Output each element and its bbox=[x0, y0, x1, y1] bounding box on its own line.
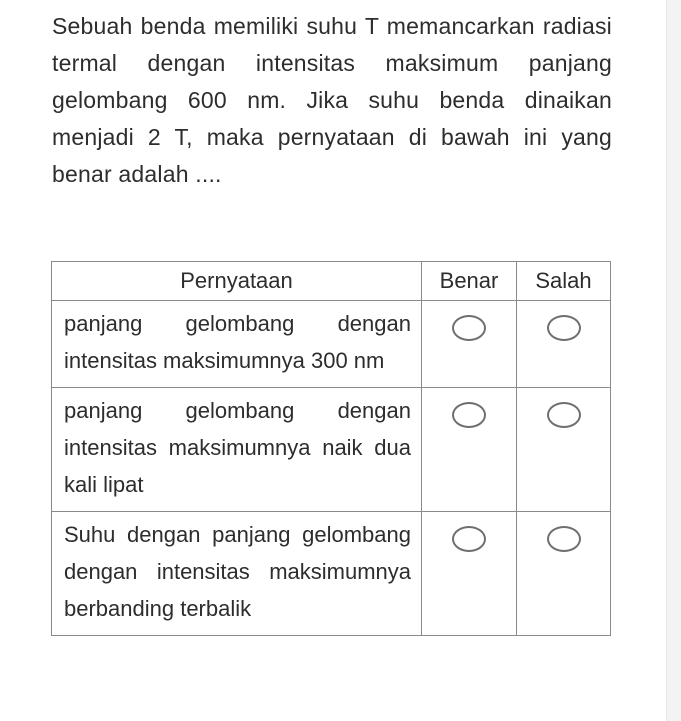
statement-2: panjang gelombang dengan intensitas maksimumnya naik dua kali lipat bbox=[52, 388, 422, 512]
radio-benar-2[interactable] bbox=[452, 402, 486, 428]
statement-3: Suhu dengan panjang gelombang dengan intensitas maksimumnya berbanding terbalik bbox=[52, 512, 422, 636]
choice-cell-benar-2 bbox=[422, 388, 517, 512]
header-benar: Benar bbox=[422, 262, 517, 301]
table-row bbox=[52, 512, 611, 636]
choice-cell-benar-3 bbox=[422, 512, 517, 636]
table-row bbox=[52, 388, 611, 512]
question-text: Sebuah benda memiliki suhu T memancarkan radiasi termal dengan intensitas maksimum panjang gelombang 600 nm. Jika suhu benda dinaikan menjadi 2 T, maka pernyataan di bawah ini yang benar adalah .... bbox=[52, 13, 612, 187]
choice-cell-salah-3 bbox=[517, 512, 611, 636]
statement-1: panjang gelombang dengan intensitas maksimumnya 300 nm bbox=[52, 301, 422, 388]
choice-cell-benar-1 bbox=[422, 301, 517, 388]
choice-cell-salah-1 bbox=[517, 301, 611, 388]
radio-benar-3[interactable] bbox=[452, 526, 486, 552]
header-salah: Salah bbox=[517, 262, 611, 301]
radio-salah-3[interactable] bbox=[547, 526, 581, 552]
scrollbar-track[interactable] bbox=[666, 0, 681, 721]
header-statement: Pernyataan bbox=[52, 262, 422, 301]
table-row bbox=[52, 301, 611, 388]
choice-cell-salah-2 bbox=[517, 388, 611, 512]
radio-salah-1[interactable] bbox=[547, 315, 581, 341]
radio-benar-1[interactable] bbox=[452, 315, 486, 341]
radio-salah-2[interactable] bbox=[547, 402, 581, 428]
table-header-row bbox=[52, 262, 611, 301]
answer-table bbox=[51, 261, 611, 636]
